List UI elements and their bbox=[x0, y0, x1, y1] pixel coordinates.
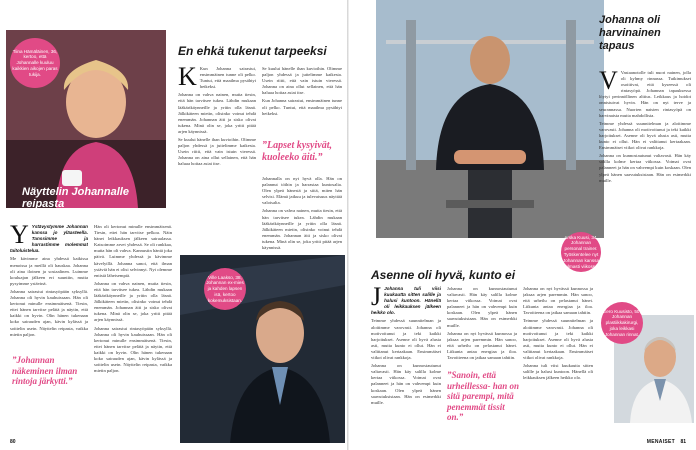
article-column-3 bbox=[262, 176, 342, 254]
photo2-caption-text: Ville Laakso, 38, Johannan ex-mies ja kahden lapsen isä, kertoo kokemuksistaan. bbox=[206, 274, 244, 303]
right-lead: Johanna tuli viisi kuukautta sitten salille ja halusi kuntoon. Hänellä oli leikkauksen jälkeen heikko olo. bbox=[371, 286, 441, 316]
photo2-caption bbox=[204, 268, 246, 310]
sidebar-body-cont2: Johanna on kunnostautunut valtavasti. Hän käy salilla kolme kertaa viikossa. Voimat ovat palanneet ja hän on vahvempi kuin koskaan. Olen ylpeä hänen saavutuksistaan. Hän on esimerkki muille. bbox=[599, 153, 691, 183]
left-page-number: 80 bbox=[10, 439, 16, 445]
col2-body-cont2: Johanna sairastui rintasyöpään syksyllä. Johanna oli hyvin kauhuissaan. Hän oli kertonut minulle ensimmäisenä. Tiesin, ettei hänen tarvitse pelätä ja näytin, että kaikki on hyvin. Olin hänen tukenaan koko sairauden ajan, kävin kylässä ja soittelin usein. Näyttelin reipasta, vaikka mietin paljon. bbox=[94, 325, 172, 374]
right-col2-cont: Johanna on nyt hyvässä kunnossa ja jaksaa arjen paremmin. Hän sanoo, että urheilu on pelastanut hänet. Liikunta antaa energiaa ja iloa. Tavoitteena on jatkaa samaan tahtiin. bbox=[447, 330, 517, 361]
right-column-2 bbox=[447, 286, 517, 366]
dropcap-y: Y bbox=[10, 224, 29, 249]
dropcap-k: K bbox=[178, 66, 197, 91]
intro-body: Me kävimme aina yhdessä kaikissa menoissa ja meillä oli hauskaa. Johanna oli aina iloinen ja sosiaalinen. Luimme kouluajan jälkeen eri suuntiin, mutta pysyimme ystävinä. bbox=[10, 256, 88, 286]
article-col3-cont: Johanna on vahva nainen, mutta tiesin, että hän tarvitsee tukea. Lähdin mukaan lääkärikäynneille ja yritin olla läsnä. Jälkikäteen mietin, olisinko voinut tehdä enemmän. Johannan äiti ja sisko olivat tukena. Minä olin se, joka yritti pitää arjen käynnissä. bbox=[262, 208, 342, 251]
sidebar-headline: Johanna oli harvinainen tapaus bbox=[599, 14, 661, 52]
brand-name: MENAISET bbox=[646, 439, 676, 445]
right-page-number: 81 bbox=[680, 439, 686, 445]
quote-sanoin: ”Sanoin, että urheillessa- han on sitä parempi, mitä penemmät tissit on.” bbox=[447, 370, 520, 422]
right-column-1 bbox=[371, 286, 441, 436]
right-col3: Johanna on nyt hyvässä kunnossa ja jaksaa arjen paremmin. Hän sanoo, että urheilu on pelastanut hänet. Liikunta antaa energiaa ja iloa. Tavoitteena on jatkaa samaan tahtiin. bbox=[523, 286, 593, 316]
right-page bbox=[349, 0, 696, 450]
right-col3-cont2: Johanna tuli viisi kuukautta sitten salille ja halusi kuntoon. Hänellä oli leikkauksen jälkeen heikko olo. bbox=[523, 363, 593, 381]
right-col1-cont: Johanna on kunnostautunut valtavasti. Hän käy salilla kolme kertaa viikossa. Voimat ovat palanneet ja hän on vahvempi kuin koskaan. Olen ylpeä hänen saavutuksistaan. Hän on esimerkki muille. bbox=[371, 363, 441, 405]
article-lead: Kun Johanna sairastui, ensimmäinen tunne oli pelko. Tuntui, että maailma pysähtyi hetkeksi. bbox=[199, 66, 256, 90]
right-col3-cont: Teimme yhdessä suunnitelman ja aloitimme varovasti. Johanna oli motivoitunut ja teki kaikki harjoitukset. Asenne oli hyvä alusta asti, mutta kunto ei ollut. Hän ei valittanut kertaakaan. Ensimmäiset viikot olivat rankkoja. bbox=[523, 318, 593, 361]
right-col1: Teimme yhdessä suunnitelman ja aloitimme varovasti. Johanna oli motivoitunut ja teki kaikki harjoitukset. Asenne oli hyvä alusta asti, mutta kunto ei ollut. Hän ei valittanut kertaakaan. Ensimmäiset viikot olivat rankkoja. bbox=[371, 318, 441, 361]
article-col1: Johanna on vahva nainen, mutta tiesin, että hän tarvitsee tukea. Lähdin mukaan lääkärikäynneille ja yritin olla läsnä. Jälkikäteen mietin, olisinko voinut tehdä enemmän. Johannan äiti ja sisko olivat tukena. Minä olin se, joka yritti pitää arjen käynnissä. bbox=[178, 92, 256, 134]
article-headline: En ehkä tukenut tarpeeksi bbox=[178, 44, 327, 58]
left-page bbox=[0, 0, 347, 450]
photo4-caption-text: Eero Kuusisto, 50, Johannan plastiikkakirurgi, joka leikkasi Johannan rinnat. bbox=[603, 308, 641, 337]
photo1-caption bbox=[10, 38, 60, 88]
intro-lead: Ystävystymme Johannan kanssa jo yläasteella. Tanssimme ja harrastimme molemmat taitoluistelua. bbox=[10, 224, 88, 254]
dropcap-v: V bbox=[599, 70, 618, 95]
sidebar-body: Vastaanotolle tuli nuori nainen, jolla oli kyhmy rinnassa. Tutkimukset osoittivat, että kyseessä oli rintasyöpä. Johannan tapauksessa löytyi perinnöllinen alttius. Leikkaus ja hoidot onnistuivat hyvin. Hän on nyt terve ja seurannassa. Nuorten naisten rintasyöpä on harvinaista mutta mahdollista. bbox=[599, 70, 691, 118]
article-col1-cont: Se kuului hänelle ihan kuvioihin. Olimme paljon yhdessä ja juttelimme kaikesta. Usein riitti, että vain istuin vieressä. Johanna on aina ollut sellainen, että hän haluaa hoitaa asiat itse. bbox=[178, 137, 256, 167]
quote-johannan: ”Johannan näkeminen ilman rintoja järkytti.” bbox=[12, 355, 78, 386]
sidebar-body-cont: Teimme yhdessä suunnitelman ja aloitimme varovasti. Johanna oli motivoitunut ja teki kaikki harjoitukset. Asenne oli hyvä alusta asti, mutta kunto ei ollut. Hän ei valittanut kertaakaan. Ensimmäiset viikot olivat rankkoja. bbox=[599, 120, 691, 151]
col2-body-cont: Johanna on vahva nainen, mutta tiesin, että hän tarvitsee tukea. Lähdin mukaan lääkärikäynneille ja yritin olla läsnä. Jälkikäteen mietin, olisinko voinut tehdä enemmän. Johannan äiti ja sisko olivat tukena. Minä olin se, joka yritti pitää arjen käynnissä. bbox=[94, 280, 172, 323]
dropcap-j: J bbox=[371, 286, 382, 311]
article-column-1 bbox=[178, 66, 256, 254]
right-headline: Asenne oli hyvä, kunto ei bbox=[371, 268, 516, 282]
article-col2-cont: Kun Johanna sairastui, ensimmäinen tunne oli pelko. Tuntui, että maailma pysähtyi hetkeksi. bbox=[262, 98, 342, 116]
col1-body: Johanna sairastui rintasyöpään syksyllä. Johanna oli hyvin kauhuissaan. Hän oli kertonut minulle ensimmäisenä. Tiesin, ettei hänen tarvitse pelätä ja näytin, että kaikki on hyvin. Olin hänen tukenaan koko sairauden ajan, kävin kylässä ja soittelin usein. Näyttelin reipasta, vaikka mietin paljon. bbox=[10, 288, 88, 337]
sidebar-column bbox=[599, 70, 691, 310]
right-col2: Johanna on kunnostautunut valtavasti. Hän käy salilla kolme kertaa viikossa. Voimat ovat palanneet ja hän on vahvempi kuin koskaan. Olen ylpeä hänen saavutuksistaan. Hän on esimerkki muille. bbox=[447, 286, 517, 328]
quote-lapset: ”Lapset kysyivät, kuoleeko äiti.” bbox=[262, 140, 332, 163]
article-column-2 bbox=[262, 66, 342, 136]
col2-body: Hän oli kertonut minulle ensimmäisenä. Tiesin, ettei hän tarvitse pelkoa. Näin hänet leikkauksen jälkeen sairaalassa. Katsoimme arvet yhdessä. Se oli rankkaa, mutta hän oli vahva. Kannustin häntä joka päivä. Luimme yhdessä ja kävimme kävelyillä. Johanna sanoi, että ilman ystäviä hän ei olisi selvinnyt. Nyt olemme entistä läheisempiä. bbox=[94, 224, 172, 278]
photo-arska-illustration bbox=[376, 0, 604, 238]
intro-column bbox=[10, 224, 88, 354]
photo1-caption-text: Tiina Hämäläinen, 36, kertoo, että Johannalle kuuluu kaikkien aikojen paras tukija. bbox=[12, 48, 58, 77]
photo1-headline: Näyttelin Johannalle reipasta bbox=[22, 186, 129, 210]
right-column-3 bbox=[523, 286, 593, 436]
photo-arska bbox=[376, 0, 604, 238]
article-col3: Johannalla on nyt hyvä olla. Hän on palannut töihin ja harrastaa kuntosalia. Olen ylpeä hänestä ja siitä, miten hän selvisi. Elämä jatkuu ja tulevaisuus näyttää valoisalta. bbox=[262, 176, 342, 206]
photo3-caption bbox=[561, 232, 601, 272]
photo4-caption bbox=[601, 302, 643, 344]
left-column-2 bbox=[94, 224, 172, 436]
photo3-caption-text: Arska Kuusi, 34, Johannan personal trainer. Työskentelee nyt Johannan kanssa kolmasti viikossa. bbox=[563, 234, 600, 269]
article-col2: Se kuului hänelle ihan kuvioihin. Olimme paljon yhdessä ja juttelimme kaikesta. Usein riitti, että vain istuin vieressä. Johanna on aina ollut sellainen, että hän haluaa hoitaa asiat itse. bbox=[262, 66, 342, 96]
right-folio bbox=[647, 439, 686, 445]
